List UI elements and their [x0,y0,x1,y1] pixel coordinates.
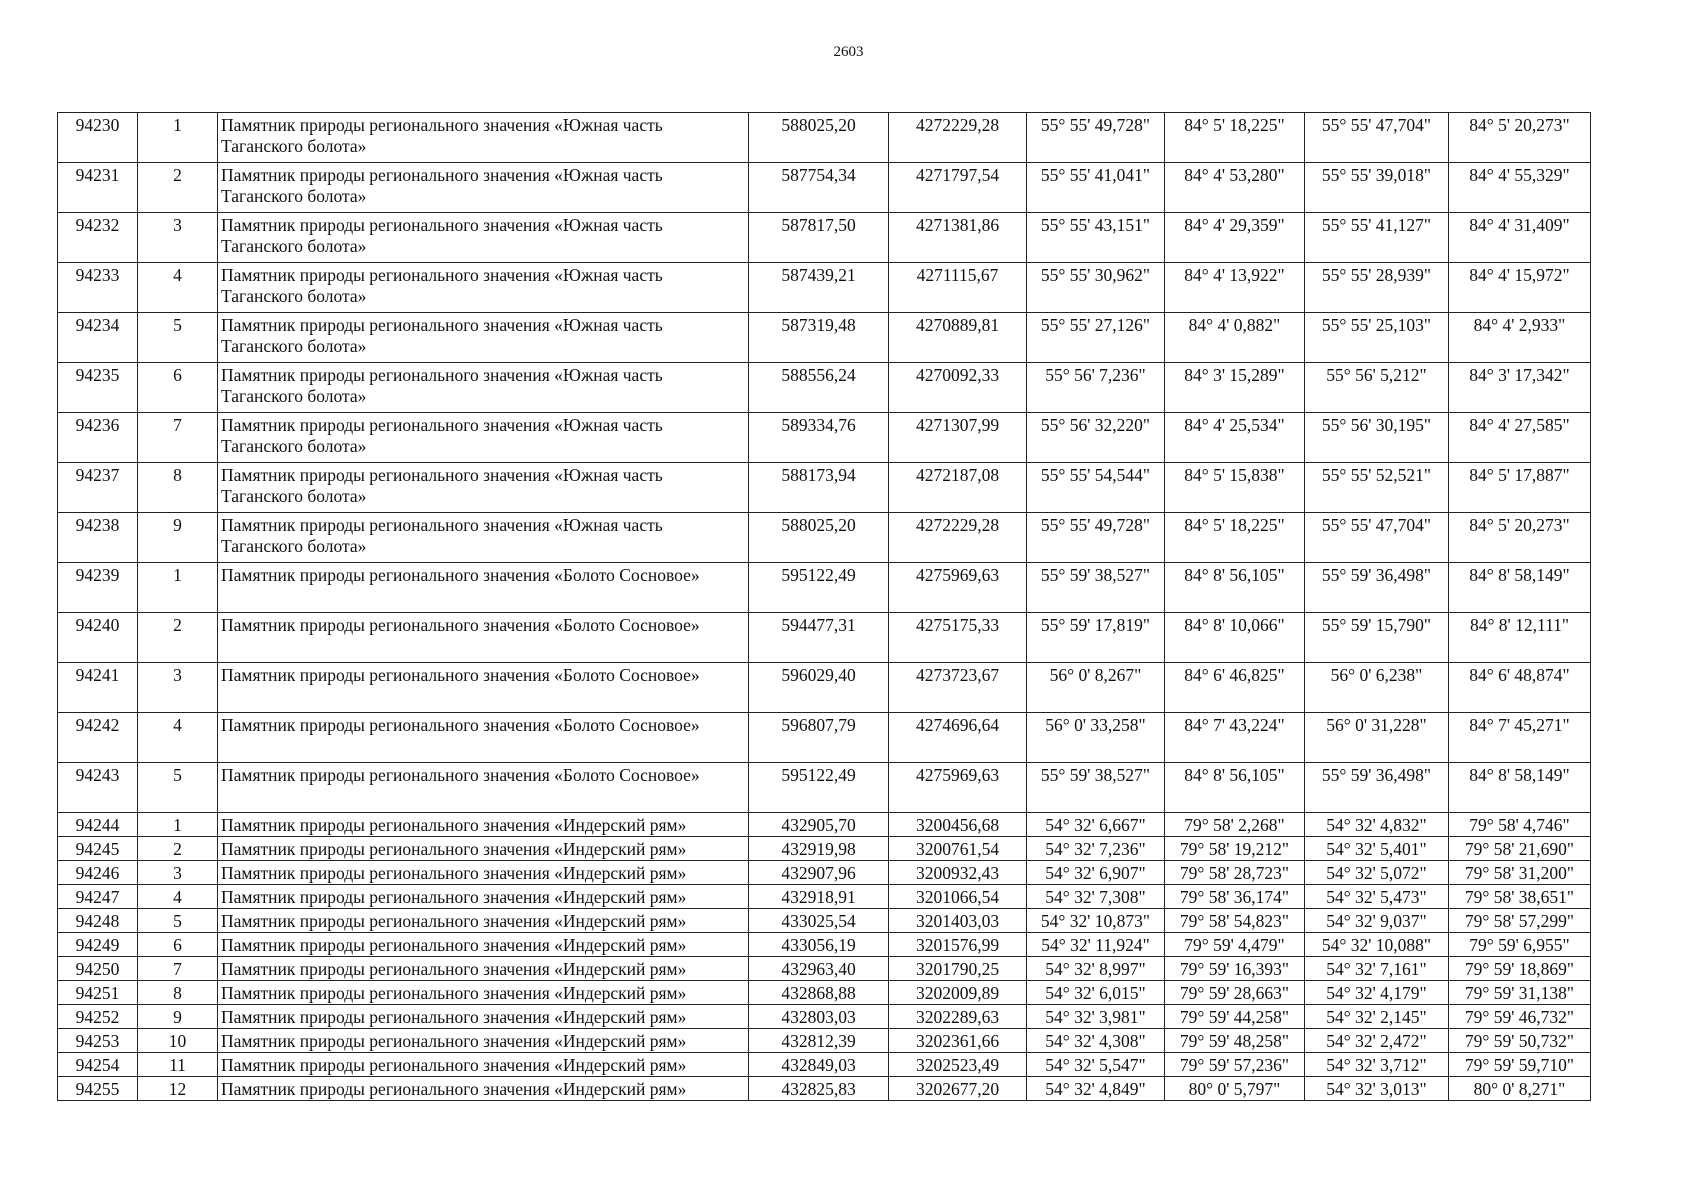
point-number-cell: 6 [138,933,218,957]
longitude-1-cell: 79° 59' 48,258" [1165,1029,1305,1053]
latitude-1-cell: 55° 55' 43,151" [1027,213,1165,263]
object-name-line-2: Таганского болота» [221,336,367,356]
longitude-2-cell: 84° 5' 17,887" [1449,463,1591,513]
object-name-cell [218,663,749,713]
object-name-line-1: Памятник природы регионального значения «Болото Сосновое» [221,665,700,685]
table-row [58,163,1591,213]
longitude-1-cell: 84° 8' 56,105" [1165,563,1305,613]
object-name-cell [218,363,749,413]
object-name-line-2: Таганского болота» [221,486,367,506]
longitude-2-cell: 84° 5' 20,273" [1449,113,1591,163]
coord-y-cell: 3202523,49 [889,1053,1027,1077]
object-name-line-2: Таганского болота» [221,236,367,256]
object-name-line-2: Таганского болота» [221,436,367,456]
latitude-1-cell: 54° 32' 3,981" [1027,1005,1165,1029]
coord-x-cell: 433056,19 [749,933,889,957]
object-name-cell [218,933,749,957]
row-id-cell: 94240 [58,613,138,663]
coord-y-cell: 4274696,64 [889,713,1027,763]
object-name-line-1: Памятник природы регионального значения «Южная часть [221,265,663,285]
longitude-2-cell: 84° 8' 58,149" [1449,763,1591,813]
row-id-cell: 94251 [58,981,138,1005]
longitude-1-cell: 84° 6' 46,825" [1165,663,1305,713]
latitude-2-cell: 55° 55' 28,939" [1305,263,1449,313]
object-name-cell [218,113,749,163]
coord-x-cell: 433025,54 [749,909,889,933]
row-id-cell: 94238 [58,513,138,563]
longitude-1-cell: 79° 59' 28,663" [1165,981,1305,1005]
table-row [58,613,1591,663]
latitude-2-cell: 55° 55' 25,103" [1305,313,1449,363]
coord-x-cell: 432963,40 [749,957,889,981]
longitude-1-cell: 80° 0' 5,797" [1165,1077,1305,1101]
point-number-cell: 2 [138,837,218,861]
latitude-2-cell: 55° 56' 5,212" [1305,363,1449,413]
longitude-2-cell: 84° 4' 27,585" [1449,413,1591,463]
table-row [58,763,1591,813]
object-name-line-2: Таганского болота» [221,136,367,156]
table-row [58,981,1591,1005]
latitude-2-cell: 54° 32' 10,088" [1305,933,1449,957]
row-id-cell: 94235 [58,363,138,413]
longitude-2-cell: 79° 58' 31,200" [1449,861,1591,885]
coord-x-cell: 588173,94 [749,463,889,513]
latitude-1-cell: 54° 32' 6,907" [1027,861,1165,885]
longitude-1-cell: 84° 7' 43,224" [1165,713,1305,763]
latitude-1-cell: 54° 32' 7,308" [1027,885,1165,909]
point-number-cell: 5 [138,909,218,933]
object-name-line-1: Памятник природы регионального значения «Южная часть [221,215,663,235]
latitude-1-cell: 55° 55' 54,544" [1027,463,1165,513]
coord-y-cell: 4272229,28 [889,513,1027,563]
coord-y-cell: 3202009,89 [889,981,1027,1005]
latitude-1-cell: 55° 55' 49,728" [1027,513,1165,563]
latitude-1-cell: 54° 32' 11,924" [1027,933,1165,957]
object-name-cell [218,957,749,981]
latitude-2-cell: 54° 32' 3,013" [1305,1077,1449,1101]
object-name-cell [218,313,749,363]
latitude-1-cell: 55° 55' 49,728" [1027,113,1165,163]
coord-x-cell: 588025,20 [749,113,889,163]
table-row [58,837,1591,861]
latitude-2-cell: 55° 59' 15,790" [1305,613,1449,663]
row-id-cell: 94245 [58,837,138,861]
object-name-line-2: Таганского болота» [221,186,367,206]
point-number-cell: 10 [138,1029,218,1053]
table-row [58,413,1591,463]
row-id-cell: 94249 [58,933,138,957]
object-name-line-1: Памятник природы регионального значения «Индерский рям» [221,1079,687,1099]
coord-x-cell: 432907,96 [749,861,889,885]
longitude-1-cell: 84° 8' 56,105" [1165,763,1305,813]
point-number-cell: 1 [138,563,218,613]
object-name-line-1: Памятник природы регионального значения «Индерский рям» [221,983,687,1003]
point-number-cell: 2 [138,163,218,213]
latitude-2-cell: 54° 32' 4,179" [1305,981,1449,1005]
point-number-cell: 1 [138,813,218,837]
latitude-2-cell: 54° 32' 4,832" [1305,813,1449,837]
latitude-1-cell: 54° 32' 10,873" [1027,909,1165,933]
row-id-cell: 94230 [58,113,138,163]
point-number-cell: 11 [138,1053,218,1077]
coord-x-cell: 432825,83 [749,1077,889,1101]
coord-y-cell: 4272187,08 [889,463,1027,513]
point-number-cell: 9 [138,1005,218,1029]
table-row [58,513,1591,563]
longitude-2-cell: 79° 59' 46,732" [1449,1005,1591,1029]
latitude-2-cell: 55° 55' 52,521" [1305,463,1449,513]
coord-y-cell: 3200456,68 [889,813,1027,837]
coord-y-cell: 4275969,63 [889,763,1027,813]
point-number-cell: 4 [138,263,218,313]
page-number: 2603 [833,44,864,60]
object-name-cell [218,861,749,885]
coord-x-cell: 595122,49 [749,563,889,613]
longitude-1-cell: 84° 5' 15,838" [1165,463,1305,513]
object-name-line-2: Таганского болота» [221,386,367,406]
longitude-1-cell: 84° 4' 0,882" [1165,313,1305,363]
latitude-2-cell: 54° 32' 2,472" [1305,1029,1449,1053]
longitude-1-cell: 79° 59' 44,258" [1165,1005,1305,1029]
longitude-1-cell: 84° 5' 18,225" [1165,513,1305,563]
object-name-line-1: Памятник природы регионального значения «Индерский рям» [221,815,687,835]
longitude-2-cell: 84° 7' 45,271" [1449,713,1591,763]
object-name-cell [218,613,749,663]
coord-y-cell: 4275175,33 [889,613,1027,663]
latitude-2-cell: 56° 0' 6,238" [1305,663,1449,713]
point-number-cell: 2 [138,613,218,663]
table-row [58,933,1591,957]
coord-y-cell: 3201066,54 [889,885,1027,909]
latitude-2-cell: 55° 55' 47,704" [1305,513,1449,563]
latitude-1-cell: 55° 56' 32,220" [1027,413,1165,463]
object-name-line-1: Памятник природы регионального значения «Индерский рям» [221,1031,687,1051]
table-row [58,563,1591,613]
point-number-cell: 7 [138,413,218,463]
longitude-1-cell: 84° 4' 29,359" [1165,213,1305,263]
latitude-2-cell: 55° 59' 36,498" [1305,763,1449,813]
object-name-line-1: Памятник природы регионального значения «Южная часть [221,515,663,535]
longitude-1-cell: 79° 58' 54,823" [1165,909,1305,933]
point-number-cell: 5 [138,313,218,363]
object-name-cell [218,981,749,1005]
row-id-cell: 94231 [58,163,138,213]
coordinates-table [57,112,1591,1101]
object-name-cell [218,885,749,909]
latitude-2-cell: 55° 56' 30,195" [1305,413,1449,463]
latitude-1-cell: 54° 32' 4,849" [1027,1077,1165,1101]
longitude-2-cell: 84° 4' 31,409" [1449,213,1591,263]
latitude-1-cell: 55° 59' 38,527" [1027,563,1165,613]
row-id-cell: 94237 [58,463,138,513]
object-name-cell [218,1029,749,1053]
table-row [58,909,1591,933]
object-name-line-1: Памятник природы регионального значения «Болото Сосновое» [221,615,700,635]
latitude-2-cell: 55° 55' 39,018" [1305,163,1449,213]
row-id-cell: 94252 [58,1005,138,1029]
longitude-1-cell: 84° 4' 53,280" [1165,163,1305,213]
row-id-cell: 94254 [58,1053,138,1077]
longitude-2-cell: 84° 6' 48,874" [1449,663,1591,713]
coord-x-cell: 432905,70 [749,813,889,837]
row-id-cell: 94242 [58,713,138,763]
longitude-1-cell: 79° 59' 57,236" [1165,1053,1305,1077]
coord-x-cell: 594477,31 [749,613,889,663]
table-row [58,861,1591,885]
coord-y-cell: 4275969,63 [889,563,1027,613]
longitude-2-cell: 84° 4' 55,329" [1449,163,1591,213]
coord-y-cell: 4271115,67 [889,263,1027,313]
row-id-cell: 94248 [58,909,138,933]
table-row [58,813,1591,837]
point-number-cell: 1 [138,113,218,163]
row-id-cell: 94243 [58,763,138,813]
table-row [58,1053,1591,1077]
object-name-line-1: Памятник природы регионального значения «Южная часть [221,465,663,485]
object-name-line-1: Памятник природы регионального значения «Южная часть [221,415,663,435]
latitude-2-cell: 55° 55' 41,127" [1305,213,1449,263]
table-row [58,213,1591,263]
latitude-2-cell: 54° 32' 7,161" [1305,957,1449,981]
row-id-cell: 94234 [58,313,138,363]
coord-x-cell: 588556,24 [749,363,889,413]
latitude-1-cell: 55° 59' 17,819" [1027,613,1165,663]
coord-y-cell: 3202289,63 [889,1005,1027,1029]
coord-y-cell: 4272229,28 [889,113,1027,163]
coord-x-cell: 596807,79 [749,713,889,763]
coord-y-cell: 4271381,86 [889,213,1027,263]
latitude-1-cell: 55° 59' 38,527" [1027,763,1165,813]
coord-x-cell: 432868,88 [749,981,889,1005]
row-id-cell: 94246 [58,861,138,885]
point-number-cell: 4 [138,713,218,763]
coord-y-cell: 3200761,54 [889,837,1027,861]
object-name-cell [218,263,749,313]
coord-x-cell: 589334,76 [749,413,889,463]
object-name-cell [218,163,749,213]
coord-y-cell: 4270092,33 [889,363,1027,413]
row-id-cell: 94232 [58,213,138,263]
longitude-1-cell: 84° 4' 13,922" [1165,263,1305,313]
latitude-2-cell: 55° 59' 36,498" [1305,563,1449,613]
object-name-cell [218,463,749,513]
coord-x-cell: 587817,50 [749,213,889,263]
latitude-1-cell: 55° 55' 27,126" [1027,313,1165,363]
point-number-cell: 3 [138,861,218,885]
row-id-cell: 94247 [58,885,138,909]
coord-y-cell: 4270889,81 [889,313,1027,363]
row-id-cell: 94255 [58,1077,138,1101]
row-id-cell: 94253 [58,1029,138,1053]
object-name-line-1: Памятник природы регионального значения «Индерский рям» [221,887,687,907]
object-name-line-1: Памятник природы регионального значения «Индерский рям» [221,959,687,979]
object-name-line-1: Памятник природы регионального значения «Индерский рям» [221,911,687,931]
point-number-cell: 8 [138,463,218,513]
latitude-2-cell: 55° 55' 47,704" [1305,113,1449,163]
coord-x-cell: 587439,21 [749,263,889,313]
object-name-cell [218,763,749,813]
point-number-cell: 6 [138,363,218,413]
longitude-2-cell: 80° 0' 8,271" [1449,1077,1591,1101]
longitude-1-cell: 79° 59' 4,479" [1165,933,1305,957]
latitude-1-cell: 54° 32' 6,667" [1027,813,1165,837]
point-number-cell: 5 [138,763,218,813]
coord-y-cell: 4271307,99 [889,413,1027,463]
object-name-cell [218,713,749,763]
latitude-1-cell: 55° 56' 7,236" [1027,363,1165,413]
object-name-line-1: Памятник природы регионального значения «Индерский рям» [221,839,687,859]
table-row [58,1029,1591,1053]
coord-y-cell: 4273723,67 [889,663,1027,713]
longitude-1-cell: 84° 3' 15,289" [1165,363,1305,413]
latitude-1-cell: 54° 32' 5,547" [1027,1053,1165,1077]
coord-x-cell: 588025,20 [749,513,889,563]
point-number-cell: 7 [138,957,218,981]
object-name-line-1: Памятник природы регионального значения «Болото Сосновое» [221,565,700,585]
coord-x-cell: 432918,91 [749,885,889,909]
latitude-2-cell: 54° 32' 5,401" [1305,837,1449,861]
object-name-cell [218,413,749,463]
latitude-1-cell: 54° 32' 8,997" [1027,957,1165,981]
coord-y-cell: 3201403,03 [889,909,1027,933]
object-name-cell [218,1077,749,1101]
coord-x-cell: 432812,39 [749,1029,889,1053]
table-row [58,263,1591,313]
object-name-cell [218,909,749,933]
object-name-line-1: Памятник природы регионального значения «Индерский рям» [221,1007,687,1027]
table-row [58,957,1591,981]
object-name-cell [218,813,749,837]
longitude-2-cell: 84° 3' 17,342" [1449,363,1591,413]
coord-x-cell: 432919,98 [749,837,889,861]
object-name-line-1: Памятник природы регионального значения «Болото Сосновое» [221,715,700,735]
longitude-2-cell: 79° 58' 57,299" [1449,909,1591,933]
object-name-cell [218,837,749,861]
longitude-2-cell: 84° 5' 20,273" [1449,513,1591,563]
point-number-cell: 12 [138,1077,218,1101]
latitude-1-cell: 56° 0' 33,258" [1027,713,1165,763]
row-id-cell: 94250 [58,957,138,981]
longitude-1-cell: 79° 58' 36,174" [1165,885,1305,909]
object-name-line-1: Памятник природы регионального значения «Индерский рям» [221,863,687,883]
longitude-2-cell: 79° 59' 59,710" [1449,1053,1591,1077]
point-number-cell: 3 [138,663,218,713]
coord-y-cell: 3202677,20 [889,1077,1027,1101]
object-name-cell [218,1005,749,1029]
longitude-1-cell: 84° 4' 25,534" [1165,413,1305,463]
longitude-2-cell: 79° 59' 18,869" [1449,957,1591,981]
object-name-line-1: Памятник природы регионального значения «Индерский рям» [221,1055,687,1075]
table-row [58,363,1591,413]
longitude-2-cell: 84° 8' 58,149" [1449,563,1591,613]
table-row [58,1005,1591,1029]
row-id-cell: 94241 [58,663,138,713]
longitude-2-cell: 84° 8' 12,111" [1449,613,1591,663]
point-number-cell: 9 [138,513,218,563]
row-id-cell: 94233 [58,263,138,313]
longitude-2-cell: 84° 4' 2,933" [1449,313,1591,363]
table-body [58,113,1591,1101]
latitude-2-cell: 54° 32' 9,037" [1305,909,1449,933]
coord-x-cell: 587754,34 [749,163,889,213]
latitude-1-cell: 54° 32' 4,308" [1027,1029,1165,1053]
row-id-cell: 94239 [58,563,138,613]
coord-x-cell: 595122,49 [749,763,889,813]
coord-y-cell: 3201576,99 [889,933,1027,957]
table-row [58,313,1591,363]
table-row [58,463,1591,513]
table-row [58,113,1591,163]
row-id-cell: 94236 [58,413,138,463]
object-name-line-1: Памятник природы регионального значения «Южная часть [221,115,663,135]
object-name-line-1: Памятник природы регионального значения «Южная часть [221,315,663,335]
coord-y-cell: 3202361,66 [889,1029,1027,1053]
point-number-cell: 4 [138,885,218,909]
longitude-2-cell: 84° 4' 15,972" [1449,263,1591,313]
object-name-cell [218,513,749,563]
table-row [58,1077,1591,1101]
longitude-1-cell: 79° 58' 19,212" [1165,837,1305,861]
object-name-line-1: Памятник природы регионального значения «Южная часть [221,365,663,385]
coord-x-cell: 587319,48 [749,313,889,363]
coord-y-cell: 4271797,54 [889,163,1027,213]
object-name-line-1: Памятник природы регионального значения «Болото Сосновое» [221,765,700,785]
latitude-2-cell: 54° 32' 5,072" [1305,861,1449,885]
row-id-cell: 94244 [58,813,138,837]
coord-y-cell: 3201790,25 [889,957,1027,981]
object-name-line-1: Памятник природы регионального значения «Индерский рям» [221,935,687,955]
object-name-cell [218,1053,749,1077]
longitude-2-cell: 79° 58' 4,746" [1449,813,1591,837]
latitude-2-cell: 54° 32' 5,473" [1305,885,1449,909]
longitude-1-cell: 79° 59' 16,393" [1165,957,1305,981]
latitude-1-cell: 55° 55' 41,041" [1027,163,1165,213]
table-row [58,713,1591,763]
table-row [58,663,1591,713]
longitude-1-cell: 79° 58' 2,268" [1165,813,1305,837]
longitude-2-cell: 79° 59' 50,732" [1449,1029,1591,1053]
latitude-1-cell: 55° 55' 30,962" [1027,263,1165,313]
object-name-line-2: Таганского болота» [221,286,367,306]
coord-y-cell: 3200932,43 [889,861,1027,885]
coord-x-cell: 432849,03 [749,1053,889,1077]
latitude-1-cell: 56° 0' 8,267" [1027,663,1165,713]
point-number-cell: 3 [138,213,218,263]
latitude-2-cell: 56° 0' 31,228" [1305,713,1449,763]
longitude-1-cell: 79° 58' 28,723" [1165,861,1305,885]
longitude-2-cell: 79° 59' 31,138" [1449,981,1591,1005]
latitude-2-cell: 54° 32' 3,712" [1305,1053,1449,1077]
longitude-1-cell: 84° 5' 18,225" [1165,113,1305,163]
object-name-cell [218,563,749,613]
longitude-2-cell: 79° 58' 21,690" [1449,837,1591,861]
object-name-line-2: Таганского болота» [221,536,367,556]
coord-x-cell: 432803,03 [749,1005,889,1029]
object-name-line-1: Памятник природы регионального значения «Южная часть [221,165,663,185]
latitude-1-cell: 54° 32' 6,015" [1027,981,1165,1005]
table-row [58,885,1591,909]
coord-x-cell: 596029,40 [749,663,889,713]
longitude-2-cell: 79° 59' 6,955" [1449,933,1591,957]
point-number-cell: 8 [138,981,218,1005]
longitude-1-cell: 84° 8' 10,066" [1165,613,1305,663]
latitude-1-cell: 54° 32' 7,236" [1027,837,1165,861]
longitude-2-cell: 79° 58' 38,651" [1449,885,1591,909]
object-name-cell [218,213,749,263]
latitude-2-cell: 54° 32' 2,145" [1305,1005,1449,1029]
